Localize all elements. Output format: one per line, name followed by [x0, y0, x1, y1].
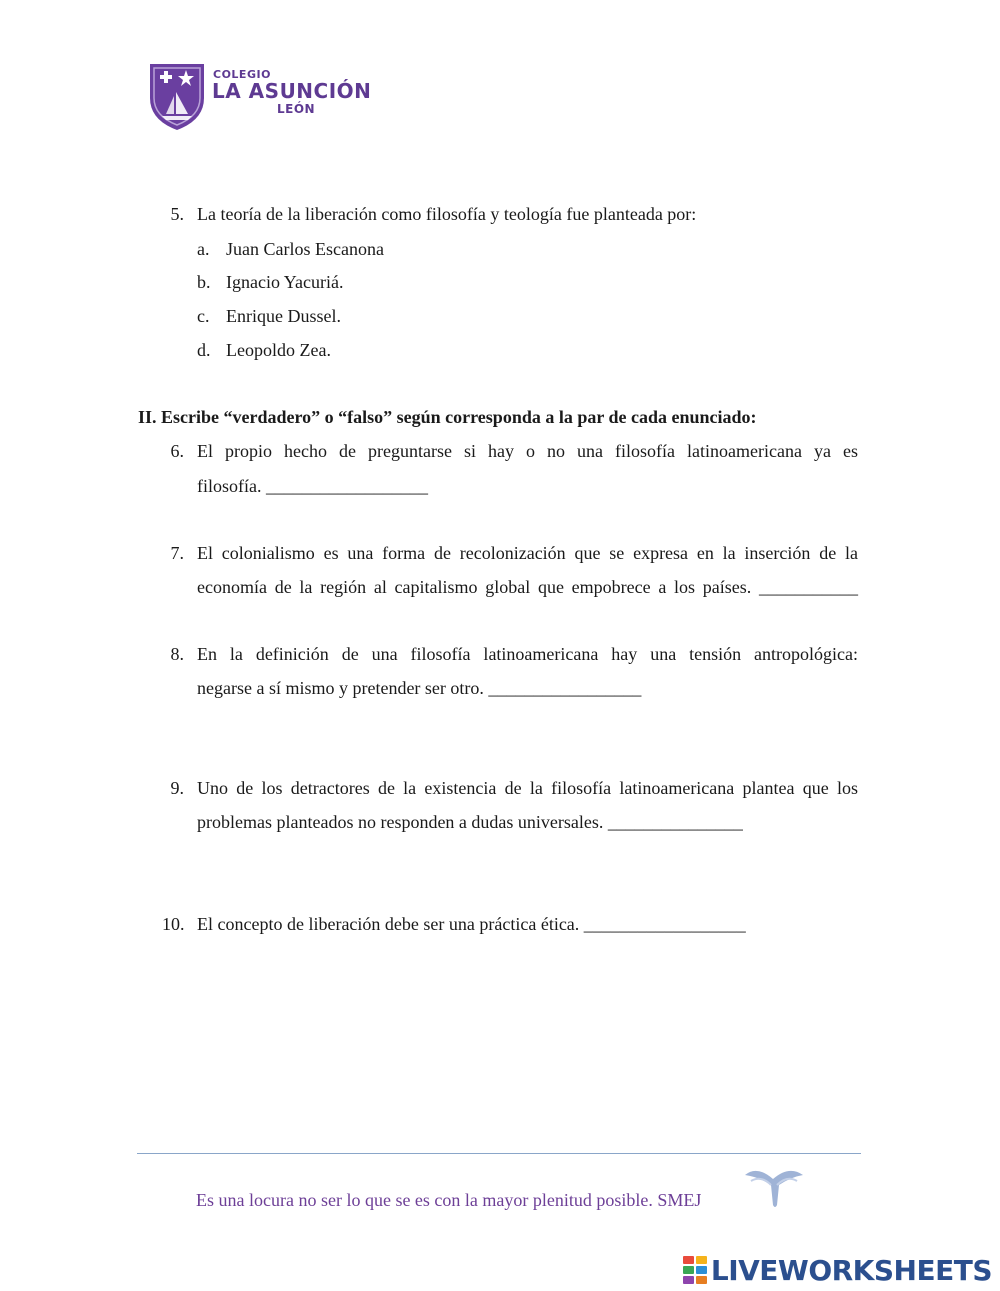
option-text: Enrique Dussel. — [226, 306, 341, 326]
item-number: 7. — [170, 543, 184, 563]
item-text: En la definición de una filosofía latinoamericana hay una tensión antropológica: — [197, 644, 858, 664]
option-letter: a. — [197, 239, 210, 259]
question-number: 5. — [170, 204, 184, 224]
option-text: Juan Carlos Escanona — [226, 239, 384, 259]
logo-line-asuncion: LA ASUNCIÓN — [212, 79, 372, 103]
option-letter: d. — [197, 340, 211, 360]
item-number: 8. — [170, 644, 184, 664]
logo-line-colegio: COLEGIO — [213, 68, 271, 81]
option-letter: b. — [197, 272, 211, 292]
watermark-text: LIVEWORKSHEETS — [710, 1253, 992, 1287]
footer-divider — [137, 1153, 861, 1154]
section-heading: II. Escribe “verdadero” o “falso” según corresponda a la par de cada enunciado: — [138, 407, 757, 427]
item-number: 10. — [162, 914, 185, 934]
option-text: Leopoldo Zea. — [226, 340, 331, 360]
option-text: Ignacio Yacuriá. — [226, 272, 344, 292]
logo-line-leon: LEÓN — [277, 102, 316, 116]
item-text: Uno de los detractores de la existencia de la filosofía latinoamericana plantea que los — [197, 778, 858, 798]
item-text-answer-line[interactable]: El concepto de liberación debe ser una práctica ética. __________________ — [197, 914, 746, 934]
item-text-answer-line[interactable]: economía de la región al capitalismo global que empobrece a los países. ___________ — [197, 577, 858, 597]
option-letter: c. — [197, 306, 210, 326]
item-number: 9. — [170, 778, 184, 798]
footer-quote: Es una locura no ser lo que se es con la mayor plenitud posible. SMEJ — [196, 1190, 702, 1210]
liveworksheets-logo-icon — [683, 1256, 707, 1284]
dove-icon — [743, 1165, 805, 1211]
item-text-answer-line[interactable]: problemas planteados no responden a dudas universales. _______________ — [197, 812, 743, 832]
item-text-answer-line[interactable]: negarse a sí mismo y pretender ser otro. _________________ — [197, 678, 642, 698]
item-text: El propio hecho de preguntarse si hay o no una filosofía latinoamericana ya es — [197, 441, 858, 461]
item-number: 6. — [170, 441, 184, 461]
item-text-answer-line[interactable]: filosofía. __________________ — [197, 476, 428, 496]
liveworksheets-watermark — [683, 1254, 992, 1286]
shield-icon — [146, 58, 208, 132]
question-text: La teoría de la liberación como filosofía y teología fue planteada por: — [197, 204, 697, 224]
item-text: El colonialismo es una forma de recolonización que se expresa en la inserción de la — [197, 543, 858, 563]
